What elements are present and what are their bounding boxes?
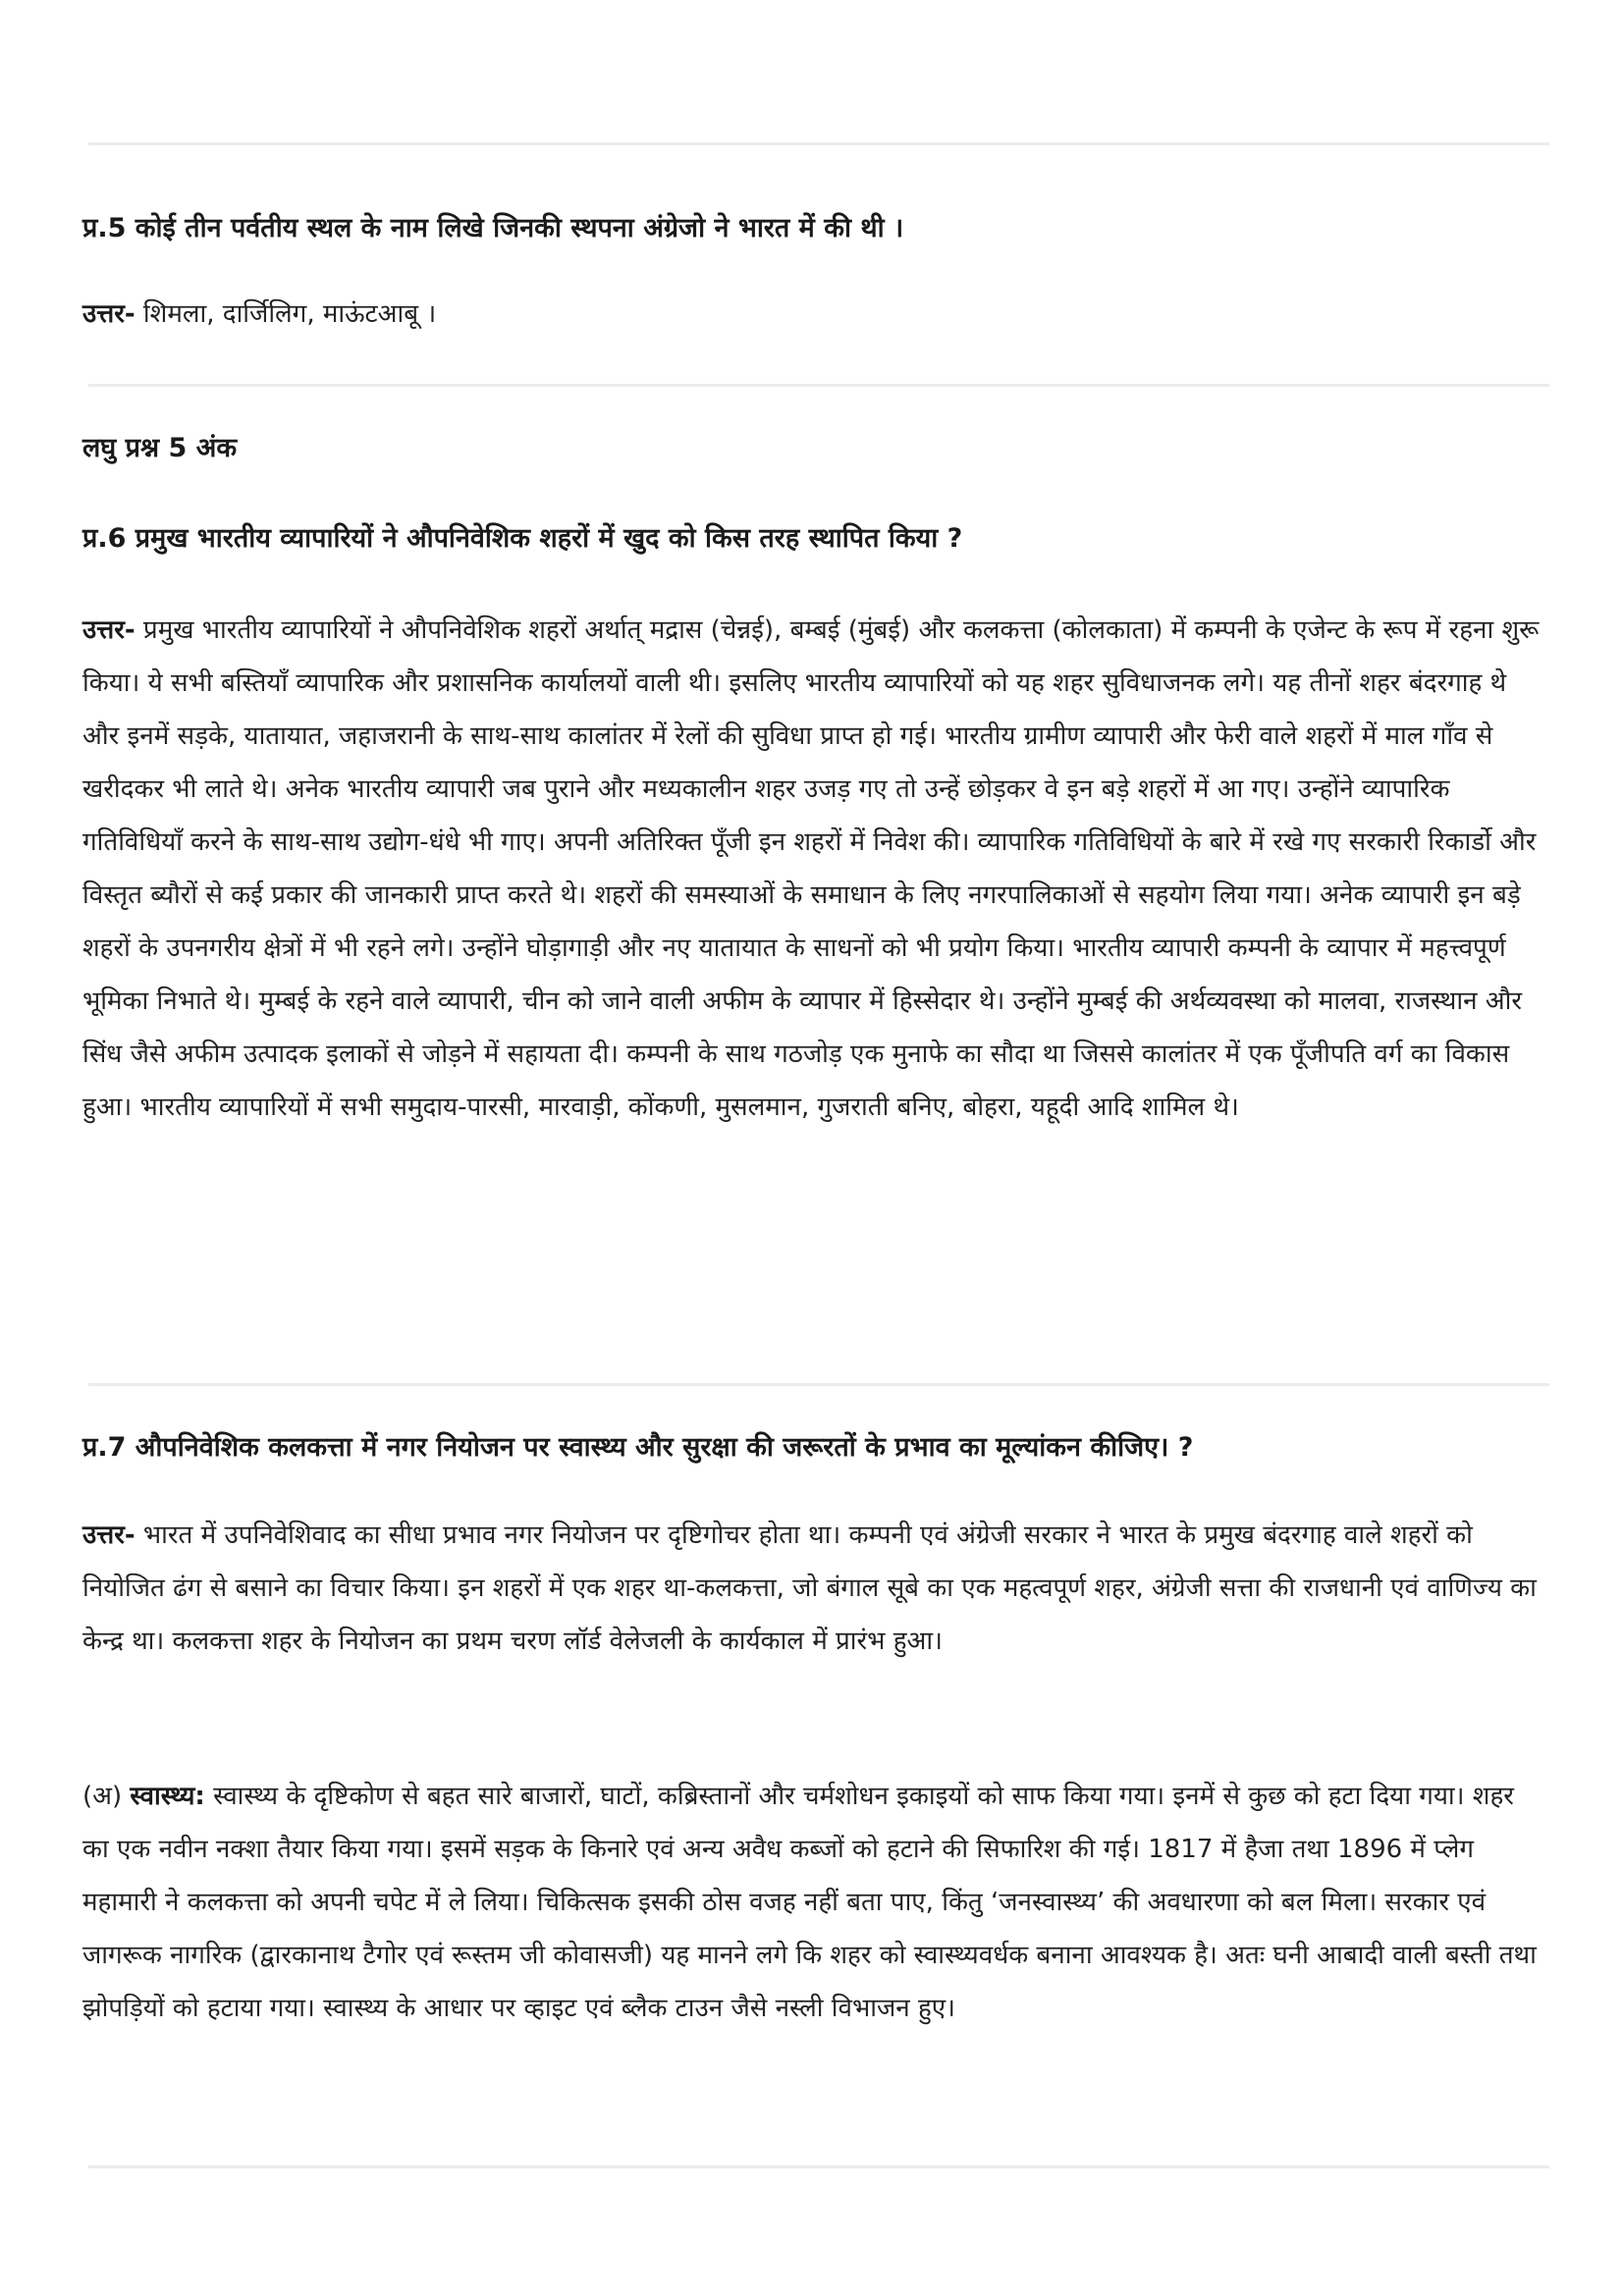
question-6: प्र.6 प्रमुख भारतीय व्यापारियों ने औपनिवेशिक शहरों में खुद को किस तरह स्थापित किया ? bbox=[82, 523, 963, 554]
answer-7-part-a-block bbox=[82, 1770, 1545, 2035]
divider bbox=[88, 384, 1549, 387]
answer-6-block bbox=[82, 604, 1545, 1134]
answer-text: प्रमुख भारतीय व्यापारियों ने औपनिवेशिक शहरों अर्थात् मद्रास (चेन्नई), बम्बई (मुंबई) और कलकत्ता (कोलकाता) में कम्पनी के एजेन्ट के रूप में रहना शुरू किया। ये सभी बस्तियाँ व्यापारिक और प्रशासनिक कार्यालयों वाली थी। इसलिए भारतीय व्यापारियों को यह शहर सुविधाजनक लगे। यह तीनों शहर बंदरगाह थे और इनमें सड़के, यातायात, जहाजरानी के साथ-साथ कालांतर में रेलों की सुविधा प्राप्त हो गई। भारतीय ग्रामीण व्यापारी और फेरी वाले शहरों में माल गाँव से खरीदकर भी लाते थे। अनेक भारतीय व्यापारी जब पुराने और मध्यकालीन शहर उजड़ गए तो उन्हें छोड़कर वे इन बड़े शहरों में आ गए। उन्होंने व्यापारिक गतिविधियाँ करने के साथ-साथ उद्योग-धंधे भी गाए। अपनी अतिरिक्त पूँजी इन शहरों में निवेश की। व्यापारिक गतिविधियों के बारे में रखे गए सरकारी रिकार्डो और विस्तृत ब्यौरों से कई प्रकार की जानकारी प्राप्त करते थे। शहरों की समस्याओं के समाधान के लिए नगरपालिकाओं से सहयोग लिया गया। अनेक व्यापारी इन बड़े शहरों के उपनगरीय क्षेत्रों में भी रहने लगे। उन्होंने घोड़ागाड़ी और नए यातायात के साधनों को भी प्रयोग किया। भारतीय व्यापारी कम्पनी के व्यापार में महत्त्वपूर्ण भूमिका निभाते थे। मुम्बई के रहने वाले व्यापारी, चीन को जाने वाली अफीम के व्यापार में हिस्सेदार थे। उन्होंने मुम्बई की अर्थव्यवस्था को मालवा, राजस्थान और सिंध जैसे अफीम उत्पादक इलाकों से जोड़ने में सहायता दी। कम्पनी के साथ गठजोड़ एक मुनाफे का सौदा था जिससे कालांतर में एक पूँजीपति वर्ग का विकास हुआ। भारतीय व्यापारियों में सभी समुदाय-पारसी, मारवाड़ी, कोंकणी, मुसलमान, गुजराती बनिए, बोहरा, यहूदी आदि शामिल थे। bbox=[82, 615, 1540, 1122]
answer-label: उत्तर- bbox=[82, 1521, 135, 1550]
answer-7 bbox=[82, 1509, 1545, 1668]
answer-label: उत्तर- bbox=[82, 299, 135, 329]
divider bbox=[88, 2165, 1549, 2168]
answer-5 bbox=[82, 294, 1545, 334]
answer-7-part-a bbox=[82, 1770, 1545, 2035]
answer-text: भारत में उपनिवेशिवाद का सीधा प्रभाव नगर नियोजन पर दृष्टिगोचर होता था। कम्पनी एवं अंग्रेजी सरकार ने भारत के प्रमुख बंदरगाह वाले शहरों को नियोजित ढंग से बसाने का विचार किया। इन शहरों में एक शहर था-कलकत्ता, जो बंगाल सूबे का एक महत्वपूर्ण शहर, अंग्रेजी सत्ता की राजधानी एवं वाणिज्य का केन्द्र था। कलकत्ता शहर के नियोजन का प्रथम चरण लॉर्ड वेलेजली के कार्यकाल में प्रारंभ हुआ। bbox=[82, 1521, 1537, 1656]
section-heading-block bbox=[82, 429, 1545, 468]
question-7: प्र.7 औपनिवेशिक कलकत्ता में नगर नियोजन पर स्वास्थ्य और सुरक्षा की जरूरतों के प्रभाव का मूल्यांकन कीजिए। ? bbox=[82, 1432, 1194, 1463]
question-6-block bbox=[82, 519, 1545, 559]
answer-7-block bbox=[82, 1509, 1545, 1668]
section-heading: लघु प्रश्न 5 अंक bbox=[82, 433, 238, 463]
part-a-prefix: (अ) bbox=[82, 1782, 131, 1811]
question-5: प्र.5 कोई तीन पर्वतीय स्थल के नाम लिखे जिनकी स्थपना अंग्रेजो ने भारत में की थी । bbox=[82, 213, 904, 243]
question-5-block bbox=[82, 209, 1545, 248]
answer-6 bbox=[82, 604, 1545, 1134]
divider bbox=[88, 1383, 1549, 1386]
part-a-label: स्वास्थ्य: bbox=[130, 1782, 205, 1811]
question-7-block bbox=[82, 1428, 1545, 1468]
answer-text: शिमला, दार्जिलिग, माऊंटआबू । bbox=[135, 299, 437, 329]
answer-5-block bbox=[82, 294, 1545, 334]
part-a-text: स्वास्थ्य के दृष्टिकोण से बहत सारे बाजारों, घाटों, कब्रिस्तानों और चर्मशोधन इकाइयों को साफ किया गया। इनमें से कुछ को हटा दिया गया। शहर का एक नवीन नक्शा तैयार किया गया। इसमें सड़क के किनारे एवं अन्य अवैध कब्जों को हटाने की सिफारिश की गई। 1817 में हैजा तथा 1896 में प्लेग महामारी ने कलकत्ता को अपनी चपेट में ले लिया। चिकित्सक इसकी ठोस वजह नहीं बता पाए, किंतु ‘जनस्वास्थ्य’ की अवधारणा को बल मिला। सरकार एवं जागरूक नागरिक (द्वारकानाथ टैगोर एवं रूस्तम जी कोवासजी) यह मानने लगे कि शहर को स्वास्थ्यवर्धक बनाना आवश्यक है। अतः घनी आबादी वाली बस्ती तथा झोपड़ियों को हटाया गया। स्वास्थ्य के आधार पर व्हाइट एवं ब्लैक टाउन जैसे नस्ली विभाजन हुए। bbox=[82, 1782, 1537, 2023]
divider bbox=[88, 142, 1549, 145]
answer-label: उत्तर- bbox=[82, 615, 135, 645]
